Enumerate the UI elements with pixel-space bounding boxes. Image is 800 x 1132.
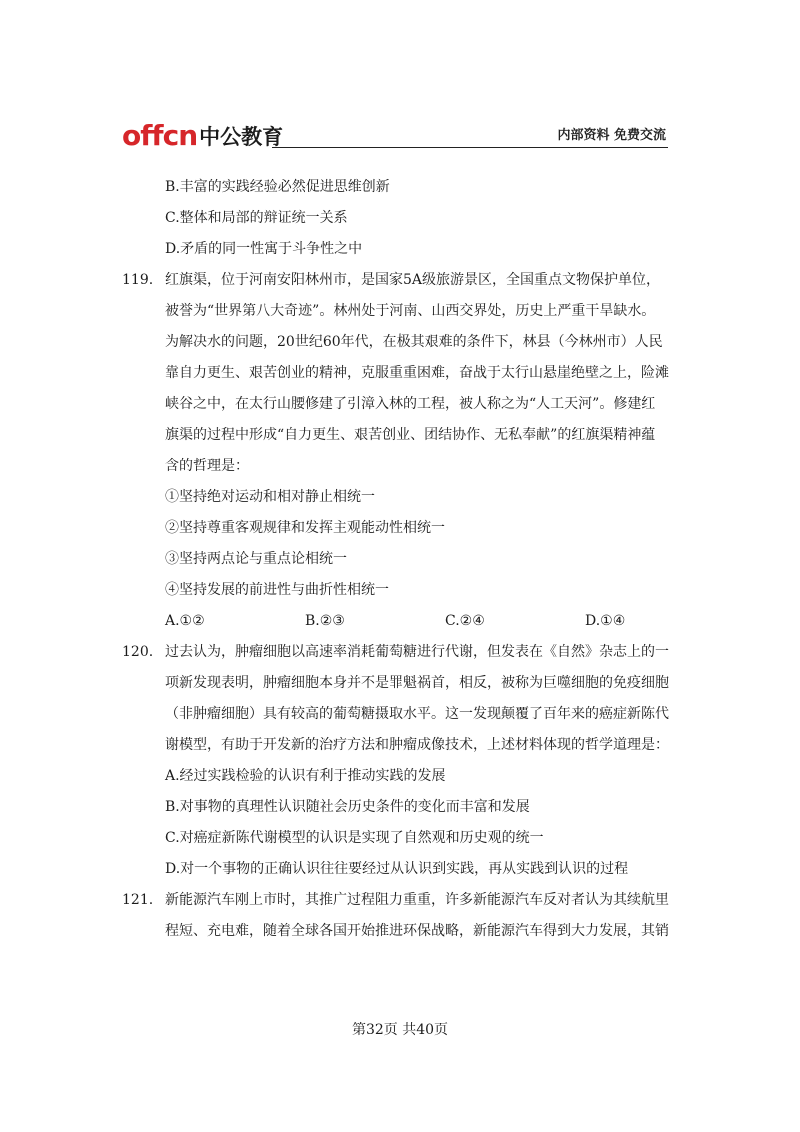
q118-option-c: C.整体和局部的辩证统一关系 bbox=[165, 210, 348, 226]
q119-item-3: ③坚持两点论与重点论相统一 bbox=[165, 551, 347, 567]
q119-stem-line: 被誉为“世界第八大奇迹”。林州处于河南、山西交界处，历史上严重干旱缺水。 bbox=[165, 303, 656, 319]
q120-stem-line: 谢模型，有助于开发新的治疗方法和肿瘤成像技术，上述材料体现的哲学道理是： bbox=[165, 737, 669, 753]
q120-stem-line: （非肿瘤细胞）具有较高的葡萄糖摄取水平。这一发现颠覆了百年来的癌症新陈代 bbox=[165, 706, 669, 722]
q119-item-2: ②坚持尊重客观规律和发挥主观能动性相统一 bbox=[165, 520, 445, 536]
q120-stem-line: 项新发现表明，肿瘤细胞本身并不是罪魁祸首，相反，被称为巨噬细胞的免疫细胞 bbox=[165, 675, 669, 691]
q119-item-4: ④坚持发展的前进性与曲折性相统一 bbox=[165, 582, 389, 598]
q119-choices bbox=[122, 606, 662, 637]
page-number: 第32页 共40页 bbox=[351, 1022, 449, 1038]
q120-option-c: C.对癌症新陈代谢模型的认识是实现了自然观和历史观的统一 bbox=[165, 830, 544, 846]
q118-option-d: D.矛盾的同一性寓于斗争性之中 bbox=[165, 241, 363, 257]
logo-latin-text: offcn bbox=[122, 119, 198, 152]
q119-stem-line: 旗渠的过程中形成“自力更生、艰苦创业、团结协作、无私奉献”的红旗渠精神蕴 bbox=[165, 427, 656, 443]
q119-choice-a: A.①② bbox=[165, 613, 205, 629]
q119-choice-c: C.②④ bbox=[445, 613, 485, 629]
q119-stem-line: 119. 红旗渠，位于河南安阳林州市，是国家5A级旅游景区，全国重点文物保护单位， bbox=[122, 265, 662, 296]
q120-option-d: D.对一个事物的正确认识往往要经过从认识到实践，再从实践到认识的过程 bbox=[165, 861, 629, 877]
q119-stem-line: 为解决水的问题，20世纪60年代，在极其艰难的条件下，林县（今林州市）人民 bbox=[165, 334, 663, 350]
page-header bbox=[122, 119, 668, 154]
header-rule bbox=[272, 147, 668, 148]
document-body bbox=[122, 172, 669, 947]
q121-stem-line: 程短、充电难，随着全球各国开始推进环保战略，新能源汽车得到大力发展，其销 bbox=[165, 923, 669, 939]
offcn-logo bbox=[122, 119, 284, 152]
q119-stem-line: 靠自力更生、艰苦创业的精神，克服重重困难，奋战于太行山悬崖绝壁之上，险滩 bbox=[165, 365, 669, 381]
q120-option-b: B.对事物的真理性认识随社会历史条件的变化而丰富和发展 bbox=[165, 799, 530, 815]
q118-option-b: B.丰富的实践经验必然促进思维创新 bbox=[165, 179, 390, 195]
q120-number: 120. bbox=[122, 644, 154, 660]
q119-stem-line: 含的哲理是： bbox=[165, 458, 249, 474]
q119-choice-d: D.①④ bbox=[585, 613, 626, 629]
q121-number: 121. bbox=[122, 892, 154, 908]
q119-item-1: ①坚持绝对运动和相对静止相统一 bbox=[165, 489, 375, 505]
q119-stem-line: 峡谷之中，在太行山腰修建了引漳入林的工程，被人称之为“人工天河”。修建红 bbox=[165, 396, 656, 412]
q121-stem-line: 121. 新能源汽车刚上市时，其推广过程阻力重重，许多新能源汽车反对者认为其续航里 bbox=[122, 885, 662, 916]
q119-number: 119. bbox=[122, 272, 154, 288]
logo-chinese-text: 中公教育 bbox=[199, 125, 284, 149]
q120-stem-line: 120. 过去认为，肿瘤细胞以高速率消耗葡萄糖进行代谢，但发表在《自然》杂志上的一 bbox=[122, 637, 662, 668]
q119-choice-b: B.②③ bbox=[305, 613, 345, 629]
header-tag: 内部资料 免费交流 bbox=[557, 128, 666, 143]
q120-option-a: A.经过实践检验的认识有利于推动实践的发展 bbox=[165, 768, 446, 784]
